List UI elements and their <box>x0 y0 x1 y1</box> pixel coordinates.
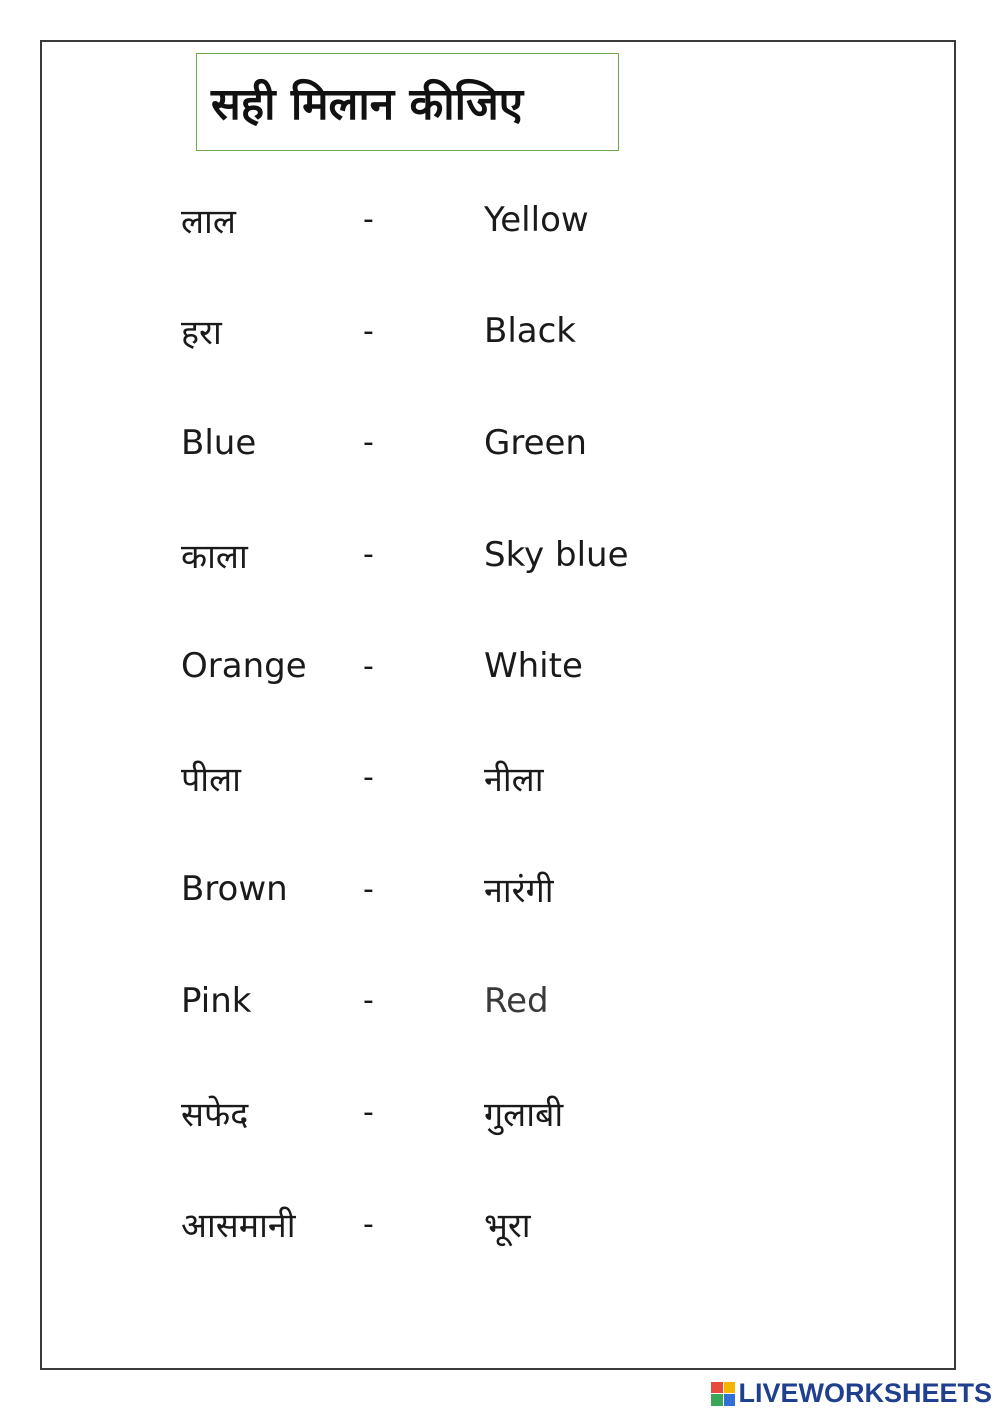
match-row <box>181 499 781 611</box>
match-row <box>181 1168 781 1280</box>
left-item: Brown <box>181 869 288 910</box>
separator-dash: - <box>363 313 374 349</box>
right-item: Green <box>484 422 587 463</box>
right-item: Sky blue <box>484 534 629 575</box>
left-item: लाल <box>181 201 236 242</box>
right-item: नीला <box>484 759 544 800</box>
separator-dash: - <box>363 983 374 1019</box>
right-item: Black <box>484 311 576 352</box>
left-item: हरा <box>181 313 222 354</box>
right-item: White <box>484 646 583 687</box>
match-row <box>181 387 781 499</box>
matching-list <box>181 164 781 1280</box>
match-row <box>181 834 781 946</box>
worksheet-title: सही मिलान कीजिए <box>211 79 524 130</box>
match-row <box>181 945 781 1057</box>
match-row <box>181 1057 781 1169</box>
separator-dash: - <box>363 537 374 573</box>
separator-dash: - <box>363 425 374 461</box>
separator-dash: - <box>363 648 374 684</box>
separator-dash: - <box>363 1095 374 1131</box>
title-box <box>196 53 619 151</box>
liveworksheets-branding <box>711 1378 992 1409</box>
right-item: नारंगी <box>484 871 554 912</box>
liveworksheets-logo-icon <box>711 1382 735 1406</box>
separator-dash: - <box>363 871 374 907</box>
left-item: Pink <box>181 980 252 1021</box>
separator-dash: - <box>363 760 374 796</box>
right-item: Red <box>484 980 549 1021</box>
right-item: Yellow <box>484 199 589 240</box>
left-item: Blue <box>181 422 257 463</box>
match-row <box>181 164 781 276</box>
match-row <box>181 610 781 722</box>
match-row <box>181 276 781 388</box>
left-item: आसमानी <box>181 1206 296 1247</box>
left-item: सफेद <box>181 1094 249 1135</box>
match-row <box>181 722 781 834</box>
right-item: भूरा <box>484 1206 531 1247</box>
left-item: Orange <box>181 646 307 687</box>
separator-dash: - <box>363 202 374 238</box>
brand-name: LIVEWORKSHEETS <box>738 1378 992 1408</box>
left-item: काला <box>181 536 248 577</box>
left-item: पीला <box>181 759 241 800</box>
separator-dash: - <box>363 1206 374 1242</box>
right-item: गुलाबी <box>484 1094 564 1135</box>
